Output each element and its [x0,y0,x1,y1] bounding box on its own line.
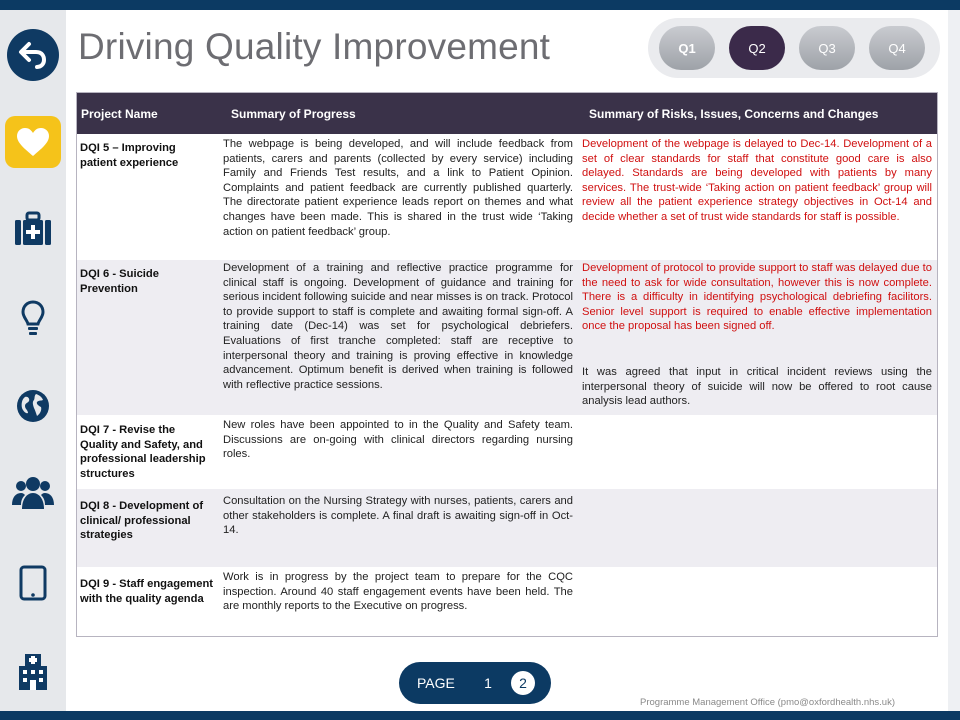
table-row [77,489,938,567]
page-title: Driving Quality Improvement [78,26,551,67]
sidebar-item-innovation[interactable] [5,291,61,347]
table-header [77,93,938,134]
sidebar-item-digital[interactable] [5,555,61,611]
hospital-icon [15,652,51,692]
quarter-tab-q2[interactable]: Q2 [729,26,785,70]
quarter-tab-q4[interactable]: Q4 [869,26,925,70]
progress-summary: Development of a training and reflective practice programme for clinical staff is ongoing. Development of guidance and training for serious incident following suicide and near misses is on track. Protocol to provide support to staff is complete and awaiting formal sign-off. A training date (Dec-14) was set for psychological debriefers. Evaluations of first tranche completed: staff are receptive to interpersonal theory and training is proving effective in knowledge advancement. Optimum benefit is derived when training is followed with reflective practice sessions. [223,262,573,391]
table-row [77,260,938,415]
progress-table [76,92,938,637]
project-name: DQI 9 - Staff engagement with the quality agenda [80,578,214,605]
people-icon [11,475,55,511]
table-row [77,415,938,489]
sidebar-item-global[interactable] [5,378,61,434]
table-row [77,567,938,637]
project-name: DQI 5 – Improving patient experience [80,142,179,169]
right-edge [948,10,960,711]
progress-summary: Work is in progress by the project team to prepare for the CQC inspection. Around 40 staff engagement events have been held. The are monthly reports to the Executive on progress. [223,571,573,613]
project-name: DQI 8 - Development of clinical/ professional strategies [80,500,204,542]
header-summary-progress: Summary of Progress [231,107,356,121]
sidebar-item-clinical[interactable] [5,201,61,257]
first-aid-kit-icon [13,211,53,247]
page-link-2[interactable]: 2 [511,671,535,695]
quarter-tab-q3[interactable]: Q3 [799,26,855,70]
lightbulb-icon [20,299,46,339]
globe-icon [15,388,51,424]
header-project-name: Project Name [81,107,158,121]
back-arrow-icon [18,41,48,69]
quarter-tab-q1[interactable]: Q1 [659,26,715,70]
risk-summary: Development of protocol to provide support to staff was delayed due to the need to ask for wide consultation, however this is now complete. There is a difficulty in identifying psychological debriefing facilitors. Senior level support is required to enable effective implementation once the proposal has been signed off. [582,262,932,333]
sidebar-item-people[interactable] [5,465,61,521]
bottom-bar [0,711,960,720]
project-name: DQI 7 - Revise the Quality and Safety, and professional leadership structures [80,424,206,480]
page-label: PAGE [417,675,455,691]
page-link-1[interactable]: 1 [484,675,492,691]
table-row [77,134,938,260]
sidebar-item-estates[interactable] [5,644,61,700]
top-bar [0,0,960,10]
pagination [399,662,551,704]
heart-icon [15,126,51,158]
footer-contact: Programme Management Office (pmo@oxfordhealth.nhs.uk) [640,697,896,708]
sidebar [0,10,66,711]
progress-summary: The webpage is being developed, and will include feedback from patients, carers and parents (collected by every service) including Family and Friends Test results, and a link to Patient Opinion. Complaints and patient feedback are currently published quarterly. The directorate patient experience leads report on themes and what changes have been made. This is shared in the trust wide ‘Taking action on patient feedback’ group. [223,138,573,238]
sidebar-item-quality[interactable] [5,116,61,168]
header-summary-risks: Summary of Risks, Issues, Concerns and Changes [589,107,879,121]
tablet-icon [19,565,47,601]
progress-summary: Consultation on the Nursing Strategy with nurses, patients, carers and other stakeholders is complete. A final draft is awaiting sign-off in Oct-14. [223,495,573,537]
back-button[interactable] [7,29,59,81]
risk-note: It was agreed that input in critical incident reviews using the interpersonal theory of suicide will now be offered to root cause analysis lead authors. [582,366,932,408]
project-name: DQI 6 - Suicide Prevention [80,268,159,295]
risk-summary: Development of the webpage is delayed to Dec-14. Development of a set of clear standards for staff that constitute good care is also delayed. Standards are being developed with patients by many services. The trust-wide ‘Taking action on patient feedback’ group will review all the patient experience strategy objectives in Oct-14 and decide whether a set of trust wide standards for staff is possible. [582,138,932,223]
progress-summary: New roles have been appointed to in the Quality and Safety team. Discussions are on-going with clinical directors regarding nursing roles. [223,419,573,461]
